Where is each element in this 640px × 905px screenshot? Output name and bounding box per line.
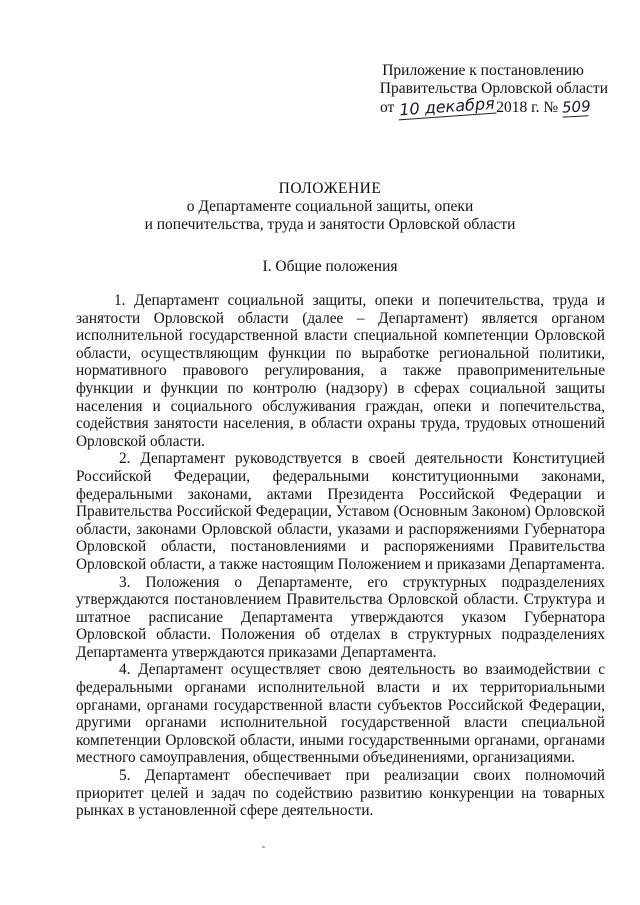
scan-speck [262,846,265,848]
annex-line-2: Правительства Орловской области [379,80,608,97]
paragraph-3: 3. Положения о Департаменте, его структурных подразделениях утверждаются постановлением Правительства Орловской области. Структура и штатное расписание Департамента утверждаются указом Губернатора Орловской области. Положения об отделах в структурных подразделениях Департамента утверждаются приказами Департамента. [76,573,605,661]
annex-line-1: Приложение к постановлению [382,62,584,79]
annex-from-prefix: от [380,99,395,116]
annex-date-line [358,93,608,120]
annex-year-suffix: 2018 г. № [496,99,559,116]
annex-header [358,62,608,120]
paragraph-4: 4. Департамент осуществляет свою деятельность во взаимодействии с федеральными органами исполнительной власти и их территориальными органами, органами государственной власти субъектов Российской Федерации, другими органами исполнительной государственной власти специальной компетенции Орловской области, иными государственными органами, органами местного самоуправления, общественными объединениями, организациями. [76,661,605,767]
handwritten-number: 509 [561,97,592,117]
document-title [60,180,600,234]
title-subtitle-line-1: о Департаменте социальной защиты, опеки [186,198,474,215]
handwritten-date: 10 декабря [398,93,496,120]
title-subtitle-line-2: и попечительства, труда и занятости Орловской области [144,216,516,233]
section-heading: I. Общие положения [262,258,398,275]
paragraph-2: 2. Департамент руководствуется в своей деятельности Конституцией Российской Федерации, федеральными конституционными законами, федеральными законами, актами Президента Российской Федерации и Правительства Российской Федерации, Уставом (Основным Законом) Орловской области, законами Орловской области, указами и распоряжениями Губернатора Орловской области, постановлениями и распоряжениями Правительства Орловской области, а также настоящим Положением и приказами Департамента. [76,450,605,573]
document-body [76,292,605,820]
title-heading: ПОЛОЖЕНИЕ [278,180,382,197]
paragraph-5: 5. Департамент обеспечивает при реализации своих полномочий приоритет целей и задач по содействию развитию конкуренции на товарных рынках в установленной сфере деятельности. [76,767,605,820]
paragraph-1: 1. Департамент социальной защиты, опеки и попечительства, труда и занятости Орловской области (далее – Департамент) является органом исполнительной государственной власти специальной компетенции Орловской области, осуществляющим функции по выработке региональной политики, нормативного правового регулирования, а также правоприменительные функции и функции по контролю (надзору) в сферах социальной защиты населения и социального обслуживания граждан, опеки и попечительства, содействия занятости населения, в области охраны труда, трудовых отношений Орловской области. [76,292,605,450]
